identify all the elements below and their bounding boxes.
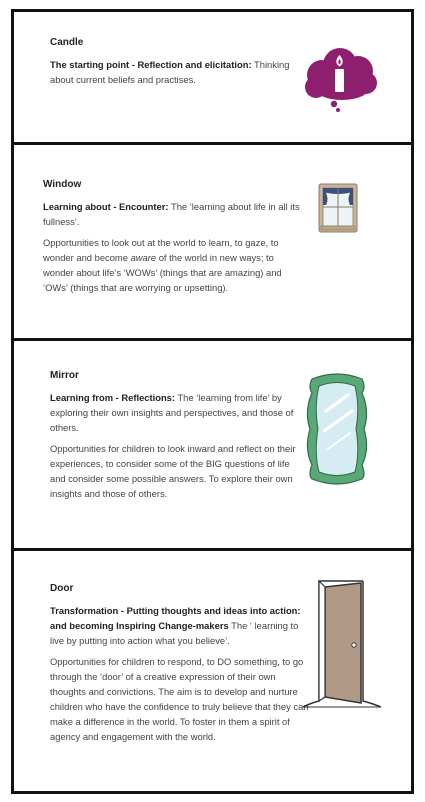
card-window-body bbox=[43, 179, 305, 301]
card-window bbox=[14, 142, 411, 338]
card-paragraph bbox=[43, 235, 305, 295]
card-mirror bbox=[14, 338, 411, 548]
card-lead: The starting point - Reflection and elicitation: bbox=[50, 59, 252, 70]
card-title: Window bbox=[43, 179, 82, 190]
card-text-emphasis: aware bbox=[130, 252, 157, 263]
card-title: Door bbox=[50, 583, 74, 594]
door-icon bbox=[301, 579, 383, 709]
card-door bbox=[14, 548, 411, 794]
window-icon bbox=[318, 183, 358, 233]
card-lead-rest: The ‘learning from life’ by exploring their own insights and perspectives, and those of others. bbox=[50, 392, 294, 433]
card-lead-rest: The ‘learning about life in all its fullness’. bbox=[43, 201, 300, 227]
card-paragraph: Opportunities for children to respond, to DO something, to go through the ‘door’ of a creative expression of their own thoughts and convictions. The aim is to develop and nurture children who have the confidence to truly believe that they can make a difference in the world. To foster in them a spirit of agency and engagement with the world. bbox=[50, 656, 309, 742]
card-candle-body bbox=[50, 37, 306, 93]
card-mirror-body bbox=[50, 370, 306, 507]
card-lead-rest: Thinking about current beliefs and practises. bbox=[50, 59, 290, 85]
card-title: Candle bbox=[50, 37, 84, 48]
card-text-part: Opportunities to look out at the world to learn, to gaze, to wonder and become bbox=[43, 237, 279, 263]
card-lead: Learning about - Encounter: bbox=[43, 201, 169, 212]
card-paragraph bbox=[50, 603, 312, 648]
card-text-part: of the world in new ways; to wonder about life’s ‘WOWs’ (things that are amazing) and ‘OWs’ (things that are worrying or upsetting). bbox=[43, 252, 282, 293]
card-candle bbox=[14, 12, 411, 142]
candle-cloud-icon bbox=[300, 47, 382, 113]
card-lead: Learning from - Reflections: bbox=[50, 392, 176, 403]
mirror-icon bbox=[300, 371, 374, 487]
card-paragraph bbox=[43, 199, 305, 229]
card-title: Mirror bbox=[50, 370, 79, 381]
card-paragraph bbox=[50, 390, 306, 435]
activities-frame bbox=[11, 9, 414, 794]
card-paragraph: Opportunities for children to look inward and reflect on their experiences, to consider some of the BIG questions of life and consider some possible answers. To explore their own insights and those of others. bbox=[50, 443, 296, 499]
card-paragraph bbox=[50, 57, 306, 87]
card-lead: Transformation - Putting thoughts and ideas into action: and becoming Inspiring Change-makers bbox=[50, 605, 301, 631]
card-door-body bbox=[50, 583, 312, 750]
card-lead-rest: The ‘ learning to live by putting into action what you believe’. bbox=[50, 620, 299, 646]
